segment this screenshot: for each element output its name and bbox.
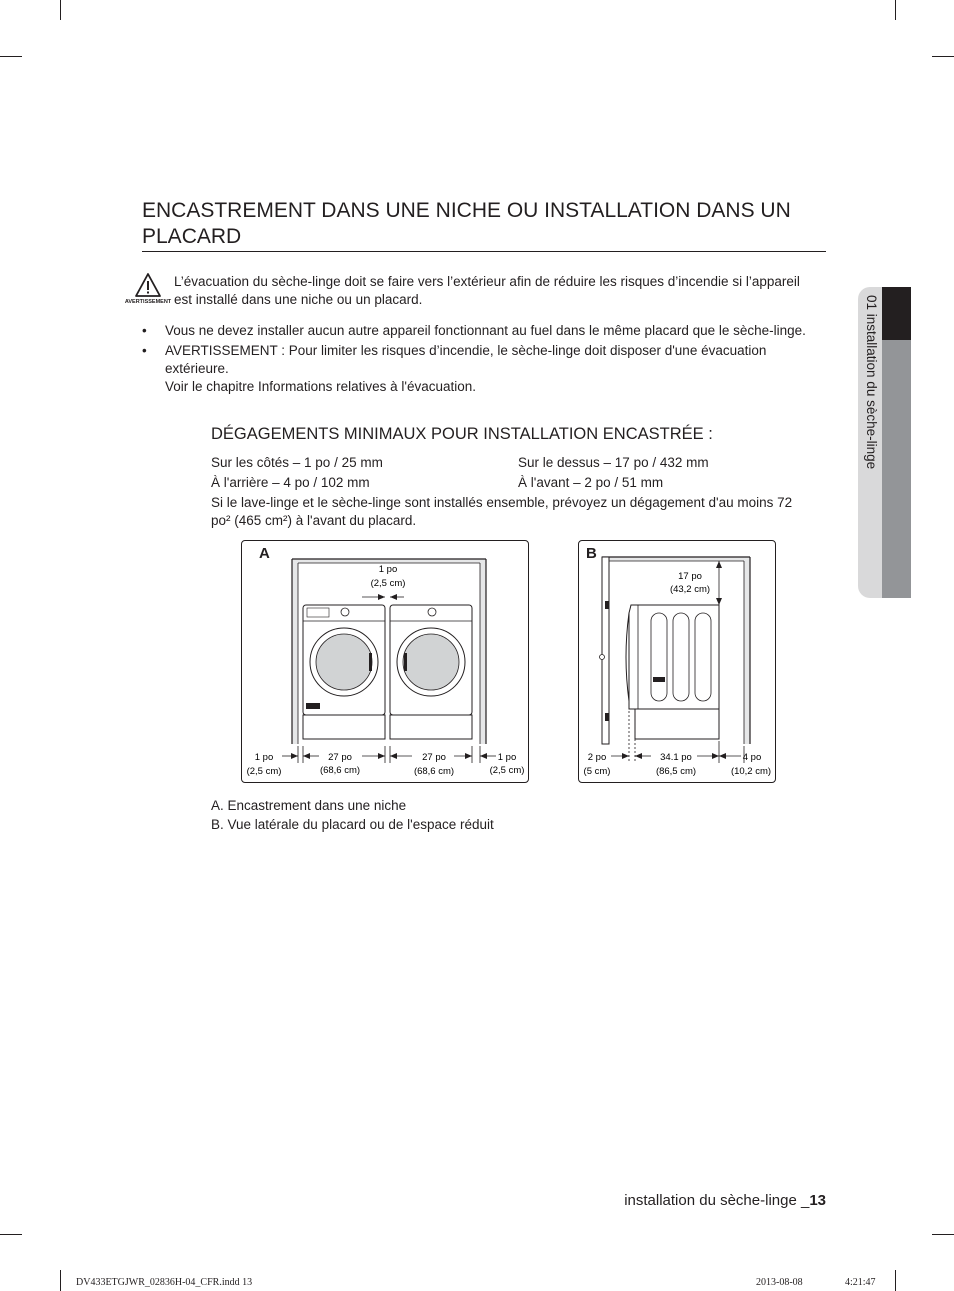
list-item [142, 322, 812, 340]
figure-a [241, 540, 529, 783]
bullet-list [142, 322, 812, 398]
title-underline [142, 251, 826, 252]
clearance-front: À l'avant – 2 po / 51 mm [518, 475, 664, 490]
crop-mark [895, 0, 896, 20]
dim-label: (68,6 cm) [413, 766, 455, 777]
slug-time: 4:21:47 [845, 1277, 876, 1288]
dryer-side-view [626, 605, 719, 739]
crop-mark [0, 56, 22, 57]
crop-mark [895, 1270, 896, 1291]
clearance-note: Si le lave-linge et le sèche-linge sont installés ensemble, prévoyez un dégagement d'au moins 72 po² (465 cm²) à l'avant du placard. [211, 495, 793, 528]
dim-label: 1 po [497, 752, 517, 763]
clearances-heading: DÉGAGEMENTS MINIMAUX POUR INSTALLATION ENCASTRÉE : [211, 425, 713, 443]
caption-a: A. Encastrement dans une niche [211, 798, 407, 813]
dim-label: (86,5 cm) [655, 766, 697, 777]
bullet-text: Vous ne devez installer aucun autre appareil fonctionnant au fuel dans le même placard que le sèche-linge. [165, 323, 806, 338]
figure-b [578, 540, 776, 783]
dim-label: (5 cm) [583, 766, 611, 777]
washer-front [303, 605, 385, 739]
dim-label: 1 po [378, 564, 398, 575]
crop-mark [60, 0, 61, 20]
dryer-front [390, 605, 472, 739]
bullet-extra: Voir le chapitre Informations relatives à l'évacuation. [165, 379, 476, 394]
slug-filename: DV433ETGJWR_02836H-04_CFR.indd 13 [76, 1277, 253, 1288]
figure-b-letter: B [586, 545, 597, 562]
dim-label: 27 po [328, 752, 352, 763]
clearance-top: Sur le dessus – 17 po / 432 mm [518, 455, 709, 470]
bullet-text: AVERTISSEMENT : Pour limiter les risques d’incendie, le sèche-linge doit disposer d'une évacuation extérieure. [165, 343, 767, 376]
dim-label: 4 po [742, 752, 762, 763]
side-tab-dark-block [882, 287, 911, 340]
dim-label: (2,5 cm) [246, 766, 282, 777]
warning-label: AVERTISSEMENT [124, 299, 172, 305]
slug-date: 2013-08-08 [756, 1277, 803, 1288]
crop-mark [60, 1270, 61, 1291]
crop-mark [932, 56, 954, 57]
page-footer [560, 1192, 826, 1209]
side-tab-gray-block [882, 340, 911, 598]
dim-label: (2,5 cm) [489, 765, 525, 776]
clearance-sides: Sur les côtés – 1 po / 25 mm [211, 455, 383, 470]
dim-label: (68,6 cm) [319, 765, 361, 776]
page-number: 13 [809, 1192, 826, 1209]
dim-label: 34.1 po [660, 752, 692, 763]
clearance-rear: À l'arrière – 4 po / 102 mm [211, 475, 370, 490]
dim-label: (10,2 cm) [730, 766, 772, 777]
figure-a-letter: A [259, 545, 270, 562]
dim-label: (2,5 cm) [370, 578, 406, 589]
figure-b-drawing [579, 541, 775, 782]
crop-mark [932, 1234, 954, 1235]
warning-text: L’évacuation du sèche-linge doit se faire vers l’extérieur afin de réduire les risques d’incendie si l’appareil est installé dans une niche ou un placard. [174, 274, 800, 307]
dim-label: 17 po [678, 571, 702, 582]
side-tab-label: 01 installation du sèche-linge [864, 295, 879, 470]
dim-label: (43,2 cm) [669, 584, 711, 595]
dim-label: 2 po [587, 752, 607, 763]
dim-label: 1 po [254, 752, 274, 763]
caption-b: B. Vue latérale du placard ou de l'espace réduit [211, 817, 494, 832]
figure-a-drawing [242, 541, 528, 782]
page-title: ENCASTREMENT DANS UNE NICHE OU INSTALLATION DANS UN PLACARD [142, 199, 791, 248]
list-item [142, 342, 812, 396]
crop-mark [0, 1234, 22, 1235]
dim-label: 27 po [422, 752, 446, 763]
footer-text: installation du sèche-linge _ [624, 1192, 810, 1209]
